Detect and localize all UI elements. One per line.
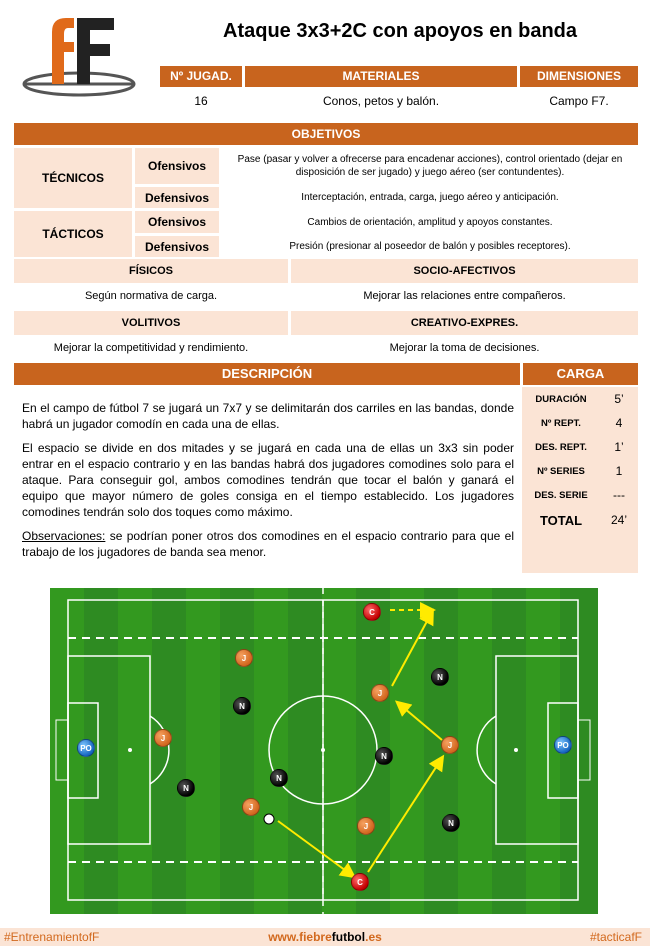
player-po-1: PO xyxy=(77,739,95,757)
carga-rept-label: Nº REPT. xyxy=(541,417,581,429)
description-body xyxy=(22,400,514,568)
creativo-label: CREATIVO-EXPRES. xyxy=(291,311,638,335)
footer-website[interactable] xyxy=(0,930,650,944)
carga-rept-value: 4 xyxy=(615,416,623,430)
player-n-4: N xyxy=(375,747,393,765)
fisicos-label: FÍSICOS xyxy=(14,259,288,283)
carga-duracion-label: DURACIÓN xyxy=(535,393,587,405)
field-drawing xyxy=(50,588,598,914)
logo xyxy=(22,12,137,102)
socio-text: Mejorar las relaciones entre compañeros. xyxy=(363,290,566,302)
tac-defensivos-label: Defensivos xyxy=(135,236,219,257)
volitivos-text: Mejorar la competitividad y rendimiento. xyxy=(53,342,249,354)
value-materiales: Conos, petos y balón. xyxy=(322,94,440,108)
tec-defensivos-text: Interceptación, entrada, carga, juego aéreo y anticipación. xyxy=(301,192,559,203)
carga-heading: CARGA xyxy=(523,363,638,385)
carga-total-value: 24’ xyxy=(610,513,627,527)
socio-label: SOCIO-AFECTIVOS xyxy=(291,259,638,283)
tacticos-label: TÁCTICOS xyxy=(14,211,132,257)
player-c-1: C xyxy=(363,603,381,621)
carga-desserie-label: DES. SERIE xyxy=(534,489,588,501)
volitivos-label: VOLITIVOS xyxy=(14,311,288,335)
footer-hashtag-left[interactable]: #EntrenamientofF xyxy=(4,930,100,944)
value-dimensiones: Campo F7. xyxy=(549,94,609,108)
player-j-4: J xyxy=(371,684,389,702)
tec-defensivos-label: Defensivos xyxy=(135,187,219,208)
player-j-3: J xyxy=(242,798,260,816)
carga-duracion xyxy=(522,387,638,411)
player-n-3: N xyxy=(270,769,288,787)
carga-total xyxy=(522,508,638,532)
tecnicos-label: TÉCNICOS xyxy=(14,148,132,208)
carga-desrept-value: 1’ xyxy=(614,440,624,454)
carga-series xyxy=(522,459,638,483)
description-p1: En el campo de fútbol 7 se jugará un 7x7 y se delimitarán dos carriles en las bandas, donde habrá un jugador comodín en cada una de ellas. xyxy=(22,401,514,431)
player-n-5: N xyxy=(431,668,449,686)
footer-website-c: .es xyxy=(365,930,382,944)
value-num-jugadores: 16 xyxy=(194,94,208,108)
footer-hashtag-right[interactable]: #tacticafF xyxy=(589,930,642,944)
player-n-1: N xyxy=(233,697,251,715)
objetivos-heading: OBJETIVOS xyxy=(14,123,638,145)
page-title: Ataque 3x3+2C con apoyos en banda xyxy=(223,20,577,42)
tac-defensivos-text: Presión (presionar al poseedor de balón y posibles receptores). xyxy=(289,241,571,252)
tac-ofensivos-label: Ofensivos xyxy=(135,211,219,233)
descripcion-heading: DESCRIPCIÓN xyxy=(14,363,520,385)
footer-website-a: www.fiebre xyxy=(268,930,332,944)
header-dimensiones: DIMENSIONES xyxy=(520,66,638,87)
description-obs xyxy=(22,528,514,560)
description-p2: El espacio se divide en dos mitades y se jugará en cada una de ellas un 3x3 sin poder entrar en el espacio contrario y en las bandas habrá dos jugadores comodines solo para el ataque. Para conseguir gol, ambos comodines tendrán que tocar el balón y ganará el equipo que mayor número de goles consiga en el tiempo establecido. Los jugadores comodines tendrán solo dos toques como máximo. xyxy=(22,441,514,519)
player-n-6: N xyxy=(442,814,460,832)
carga-duracion-value: 5’ xyxy=(614,392,624,406)
footer xyxy=(0,928,650,946)
carga-desrept-label: DES. REPT. xyxy=(535,441,587,453)
tac-ofensivos-text: Cambios de orientación, amplitud y apoyos constantes. xyxy=(307,216,553,228)
player-j-6: J xyxy=(357,817,375,835)
carga-total-label: TOTAL xyxy=(539,512,583,528)
obs-text: se podrían poner otros dos comodines en el espacio contrario para que el trabajo de los jugadores de banda sea menor. xyxy=(22,529,514,559)
carga-desserie-value: --- xyxy=(613,488,625,502)
tec-ofensivos-label: Ofensivos xyxy=(135,148,219,184)
player-po-2: PO xyxy=(554,736,572,754)
header-num-jugadores: Nº JUGAD. xyxy=(160,66,242,87)
player-j-2: J xyxy=(154,729,172,747)
creativo-text: Mejorar la toma de decisiones. xyxy=(389,342,540,354)
carga-series-value: 1 xyxy=(615,464,623,478)
footer-website-b: futbol xyxy=(331,930,366,944)
player-j-1: J xyxy=(235,649,253,667)
tec-ofensivos-text: Pase (pasar y volver a ofrecerse para encadenar acciones), control orientado (dejar en disposición de ser jugado) y juego aéreo (ser contundentes). xyxy=(237,154,623,178)
carga-desserie xyxy=(522,483,638,507)
player-j-5: J xyxy=(441,736,459,754)
carga-series-label: Nº SERIES xyxy=(537,465,585,477)
fisicos-text: Según normativa de carga. xyxy=(84,290,218,302)
carga-desrept xyxy=(522,435,638,459)
player-n-2: N xyxy=(177,779,195,797)
carga-rept xyxy=(522,411,638,435)
header-materiales: MATERIALES xyxy=(245,66,517,87)
soccer-field xyxy=(50,588,598,914)
player-c-2: C xyxy=(351,873,369,891)
obs-label: Observaciones: xyxy=(22,529,106,543)
